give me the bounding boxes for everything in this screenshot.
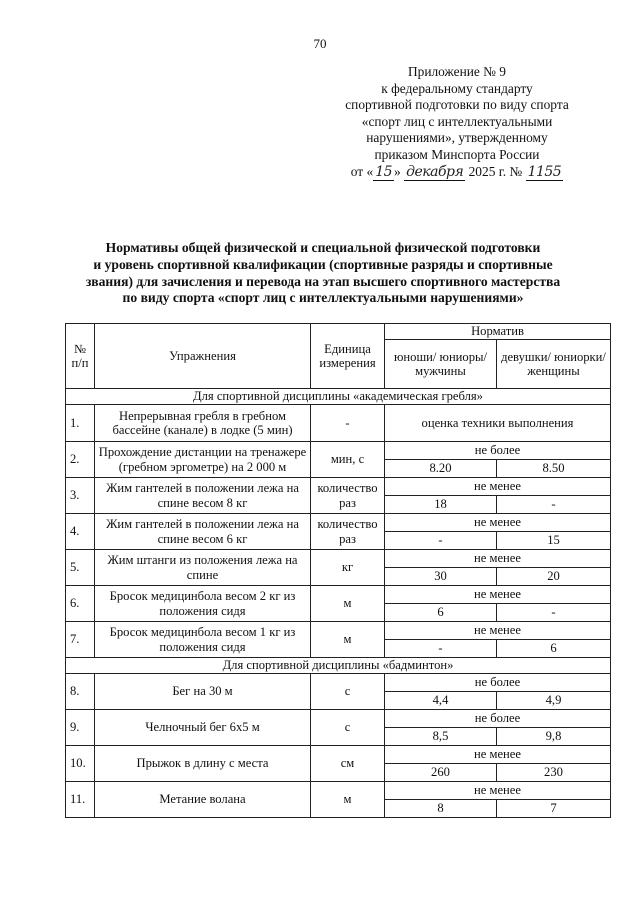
norm-male: 8.20 — [385, 460, 497, 478]
norm-condition: не менее — [385, 782, 611, 800]
norm-condition: не более — [385, 674, 611, 692]
document-title — [40, 240, 606, 307]
exercise-name: Жим штанги из положения лежа на спине — [95, 550, 311, 586]
row-number: 9. — [66, 710, 95, 746]
norm-condition: не менее — [385, 514, 611, 532]
page-number: 70 — [313, 36, 327, 51]
norm-female: 4,9 — [497, 692, 611, 710]
appendix-line: «спорт лиц с интеллектуальными — [361, 113, 553, 129]
norm-male: 18 — [385, 496, 497, 514]
row-number: 5. — [66, 550, 95, 586]
unit-cell: количество раз — [311, 514, 385, 550]
exercise-name: Бросок медицинбола весом 1 кг из положения сидя — [95, 622, 311, 658]
norm-male: 8 — [385, 800, 497, 818]
table-row — [66, 550, 611, 568]
exercise-name: Бег на 30 м — [95, 674, 311, 710]
unit-cell: с — [311, 674, 385, 710]
appendix-line: Приложение № 9 — [407, 64, 507, 79]
title-line: и уровень спортивной квалификации (спортивные разряды и спортивные — [93, 256, 553, 272]
unit-cell: количество раз — [311, 478, 385, 514]
norms-table — [65, 323, 611, 818]
norm-male: 8,5 — [385, 728, 497, 746]
norm-merged: оценка техники выполнения — [385, 405, 611, 442]
norm-female: 230 — [497, 764, 611, 782]
appendix-block — [332, 64, 582, 180]
unit-cell: см — [311, 746, 385, 782]
row-number: 11. — [66, 782, 95, 818]
title-line: по виду спорта «спорт лиц с интеллектуальными нарушениями» — [122, 290, 524, 306]
date-mid: » — [394, 163, 401, 179]
title-line: звания) для зачисления и перевода на этап высшего спортивного мастерства — [85, 273, 561, 289]
discipline-title: Для спортивной дисциплины «бадминтон» — [66, 658, 611, 674]
unit-cell: м — [311, 782, 385, 818]
norm-female: 8.50 — [497, 460, 611, 478]
norm-male: 30 — [385, 568, 497, 586]
row-number: 7. — [66, 622, 95, 658]
header-num: № п/п — [66, 324, 95, 389]
table-row — [66, 674, 611, 692]
table-row — [66, 514, 611, 532]
exercise-name: Жим гантелей в положении лежа на спине весом 6 кг — [95, 514, 311, 550]
exercise-name: Непрерывная гребля в гребном бассейне (канале) в лодке (5 мин) — [95, 405, 311, 442]
row-number: 8. — [66, 674, 95, 710]
exercise-name: Челночный бег 6х5 м — [95, 710, 311, 746]
norm-condition: не менее — [385, 586, 611, 604]
date-day: 15 — [375, 163, 393, 180]
exercise-name: Жим гантелей в положении лежа на спине весом 8 кг — [95, 478, 311, 514]
table-row — [66, 710, 611, 728]
header-unit: Единица измерения — [311, 324, 385, 389]
norm-male: 260 — [385, 764, 497, 782]
norm-male: - — [385, 640, 497, 658]
row-number: 10. — [66, 746, 95, 782]
row-number: 4. — [66, 514, 95, 550]
norm-female: - — [497, 604, 611, 622]
date-year: 2025 г. № — [468, 163, 523, 179]
norm-male: 6 — [385, 604, 497, 622]
row-number: 1. — [66, 405, 95, 442]
order-number: 1155 — [527, 163, 562, 180]
exercise-name: Метание волана — [95, 782, 311, 818]
appendix-line: спортивной подготовки по виду спорта — [345, 97, 569, 113]
unit-cell: - — [311, 405, 385, 442]
norm-condition: не менее — [385, 478, 611, 496]
table-row — [66, 478, 611, 496]
row-number: 6. — [66, 586, 95, 622]
table-row — [66, 586, 611, 604]
table-row — [66, 442, 611, 460]
unit-cell: м — [311, 622, 385, 658]
appendix-line: приказом Минспорта России — [374, 146, 540, 162]
norm-female: 15 — [497, 532, 611, 550]
norm-condition: не менее — [385, 550, 611, 568]
table-row — [66, 746, 611, 764]
order-date-line — [332, 164, 582, 181]
exercise-name: Прыжок в длину с места — [95, 746, 311, 782]
exercise-name: Прохождение дистанции на тренажере (гребном эргометре) на 2 000 м — [95, 442, 311, 478]
row-number: 2. — [66, 442, 95, 478]
exercise-name: Бросок медицинбола весом 2 кг из положения сидя — [95, 586, 311, 622]
appendix-line: к федеральному стандарту — [381, 80, 533, 96]
header-male: юноши/ юниоры/ мужчины — [385, 340, 497, 389]
norm-male: 4,4 — [385, 692, 497, 710]
unit-cell: с — [311, 710, 385, 746]
norm-female: 9,8 — [497, 728, 611, 746]
date-prefix: от « — [350, 163, 374, 179]
norm-female: 6 — [497, 640, 611, 658]
title-line: Нормативы общей физической и специальной физической подготовки — [105, 240, 541, 255]
norm-condition: не более — [385, 710, 611, 728]
discipline-title: Для спортивной дисциплины «академическая гребля» — [66, 389, 611, 405]
row-number: 3. — [66, 478, 95, 514]
norm-condition: не более — [385, 442, 611, 460]
header-female: девушки/ юниорки/ женщины — [497, 340, 611, 389]
norm-condition: не менее — [385, 746, 611, 764]
table-row — [66, 622, 611, 640]
unit-cell: кг — [311, 550, 385, 586]
unit-cell: мин, с — [311, 442, 385, 478]
table-row — [66, 782, 611, 800]
table-row — [66, 405, 611, 442]
norm-condition: не менее — [385, 622, 611, 640]
header-norm: Норматив — [385, 324, 611, 340]
appendix-line: нарушениями», утвержденному — [366, 130, 548, 146]
norm-female: 20 — [497, 568, 611, 586]
unit-cell: м — [311, 586, 385, 622]
header-exercise: Упражнения — [95, 324, 311, 389]
norm-female: 7 — [497, 800, 611, 818]
norm-female: - — [497, 496, 611, 514]
norm-male: - — [385, 532, 497, 550]
date-month: декабря — [406, 163, 464, 180]
